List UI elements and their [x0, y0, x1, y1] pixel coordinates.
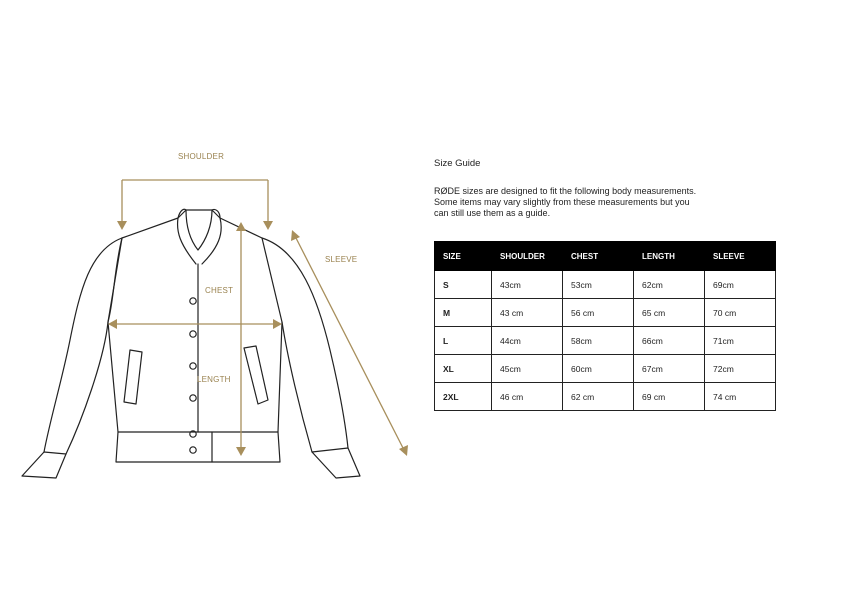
chest-cell: 60cm [563, 355, 634, 383]
sleeve-cell: 70 cm [705, 299, 776, 327]
length-measure-line [236, 222, 246, 456]
size-cell: XL [435, 355, 492, 383]
size-cell: 2XL [435, 383, 492, 411]
table-row [435, 355, 776, 383]
length-cell: 66cm [634, 327, 705, 355]
size-guide-description: RØDE sizes are designed to fit the following body measurements. Some items may vary slightly from these measurements but you can still use them as a guide. [434, 186, 697, 218]
header-size: SIZE [435, 242, 492, 271]
shoulder-cell: 43cm [492, 271, 563, 299]
header-shoulder: SHOULDER [492, 242, 563, 271]
shoulder-cell: 45cm [492, 355, 563, 383]
size-cell: M [435, 299, 492, 327]
sleeve-label: SLEEVE [325, 255, 358, 264]
table-header-row [435, 242, 776, 271]
table-row [435, 383, 776, 411]
header-chest: CHEST [563, 242, 634, 271]
jacket-outline [22, 209, 360, 478]
header-sleeve: SLEEVE [705, 242, 776, 271]
length-cell: 67cm [634, 355, 705, 383]
table-row [435, 299, 776, 327]
chest-cell: 58cm [563, 327, 634, 355]
sleeve-cell: 72cm [705, 355, 776, 383]
sleeve-cell: 71cm [705, 327, 776, 355]
sleeve-cell: 69cm [705, 271, 776, 299]
length-cell: 69 cm [634, 383, 705, 411]
measurement-lines [108, 180, 408, 456]
chest-label: CHEST [205, 286, 234, 295]
header-length: LENGTH [634, 242, 705, 271]
shoulder-measure-line [117, 180, 273, 230]
chest-cell: 56 cm [563, 299, 634, 327]
size-cell: S [435, 271, 492, 299]
length-cell: 62cm [634, 271, 705, 299]
size-table [434, 241, 776, 411]
shoulder-cell: 44cm [492, 327, 563, 355]
sleeve-cell: 74 cm [705, 383, 776, 411]
table-row [435, 327, 776, 355]
chest-cell: 53cm [563, 271, 634, 299]
size-cell: L [435, 327, 492, 355]
length-label: LENGTH [197, 375, 231, 384]
shoulder-label: SHOULDER [178, 152, 225, 161]
shoulder-cell: 46 cm [492, 383, 563, 411]
shoulder-cell: 43 cm [492, 299, 563, 327]
length-cell: 65 cm [634, 299, 705, 327]
chest-measure-line [108, 319, 282, 329]
table-row [435, 271, 776, 299]
size-guide-title: Size Guide [434, 158, 481, 169]
chest-cell: 62 cm [563, 383, 634, 411]
